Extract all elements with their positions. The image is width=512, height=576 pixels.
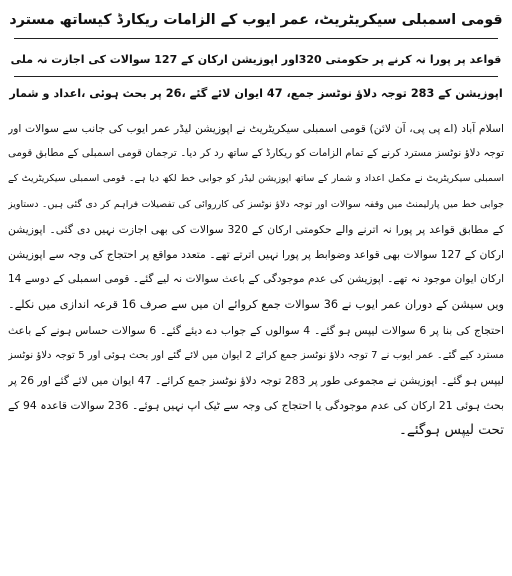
body-line-1: اسلام آباد (اے پی پی، آن لائن) قومی اسمبلی سیکریٹریٹ نے اپوزیشن لیڈر عمر ایوب کی جانب سے سوالات اور	[8, 122, 504, 135]
body-line-8: ویں سیشن کے دوران عمر ایوب نے 36 سوالات جمع کروائے ان میں سے صرف 16 قرعہ اندازی میں نکلے۔	[8, 298, 504, 312]
body-line-10: مسترد کیے گئے۔ عمر ایوب نے 7 توجہ دلاؤ نوٹسز جمع کرائے 2 ایوان میں لائے گئے اور بحث ہوئی اور 5 توجہ دلاؤ نوٹسز	[8, 349, 504, 361]
headline-divider-top	[14, 38, 498, 39]
body-line-5: کے مطابق قواعد پر پورا نہ اترنے والے حکومتی ارکان کے 320 سوالات کی بھی اجازت نہیں دی گئی۔ اپوزیشن	[8, 222, 504, 236]
headline-sub-2: اپوزیشن کے 283 توجہ دلاؤ نوٹسز جمع، 47 ایوان لائے گئے ،26 پر بحث ہوئی ،اعداد و شمار	[9, 87, 503, 100]
body-line-2: توجہ دلاؤ نوٹسز مسترد کرنے کے تمام الزامات کو ریکارڈ کے ساتھ رد کر دیا۔ ترجمان قومی اسمبلی کے مطابق قومی	[8, 147, 504, 160]
headline-main: قومی اسمبلی سیکریٹریٹ، عمر ایوب کے الزامات ریکارڈ کیساتھ مسترد	[9, 12, 503, 28]
body-line-3: اسمبلی سیکریٹریٹ نے مکمل اعداد و شمار کے ساتھ اپوزیشن لیڈر کو جوابی خط لکھ دیا ہے۔ قومی اسمبلی سیکریٹریٹ کے	[8, 173, 504, 185]
body-line-11: لیپس ہو گئے۔ اپوزیشن نے مجموعی طور پر 283 توجہ دلاؤ نوٹسز جمع کرائے۔ 47 ایوان میں لائے گئے اور 26 پر	[8, 374, 504, 388]
body-line-6: ارکان کے 127 سوالات بھی قواعد وضوابط پر پورا نہیں اترتے تھے۔ متعدد مواقع پر احتجاج کی وجہ سے اپوزیشن	[8, 248, 504, 262]
body-line-4: جوابی خط میں پارلیمنٹ میں وقفہ سوالات اور توجہ دلاؤ نوٹسز کی کارروائی کی تفصیلات فراہم کر دی گئی ہیں۔ دستاویز	[8, 198, 504, 210]
headline-sub-1: قواعد پر پورا نہ کرنے پر حکومتی 320اور اپوزیشن ارکان کے 127 سوالات کی اجازت نہ ملی	[10, 53, 502, 66]
body-line-12: بحث ہوئی 21 ارکان کی عدم موجودگی یا احتجاج کی وجہ سے ٹیک اپ نہیں ہوئے۔ 236 سوالات قاعدہ 94 کے	[8, 399, 504, 413]
article-body	[8, 116, 504, 444]
body-line-7: ارکان ایوان موجود نہ تھے۔ اپوزیشن کی عدم موجودگی کے باعث سوالات نہ لیے گئے۔ قومی اسمبلی کے دوسے 14	[8, 273, 504, 286]
body-line-13: تحت لیپس ہوگئے۔	[399, 422, 504, 439]
headline-divider-middle	[14, 76, 498, 77]
body-line-9: احتجاج کی بنا پر 6 سوالات لیپس ہو گئے۔ 4 سوالوں کے جواب دے دیئے گئے۔ 6 سوالات حساس ہونے کے باعث	[8, 323, 504, 337]
